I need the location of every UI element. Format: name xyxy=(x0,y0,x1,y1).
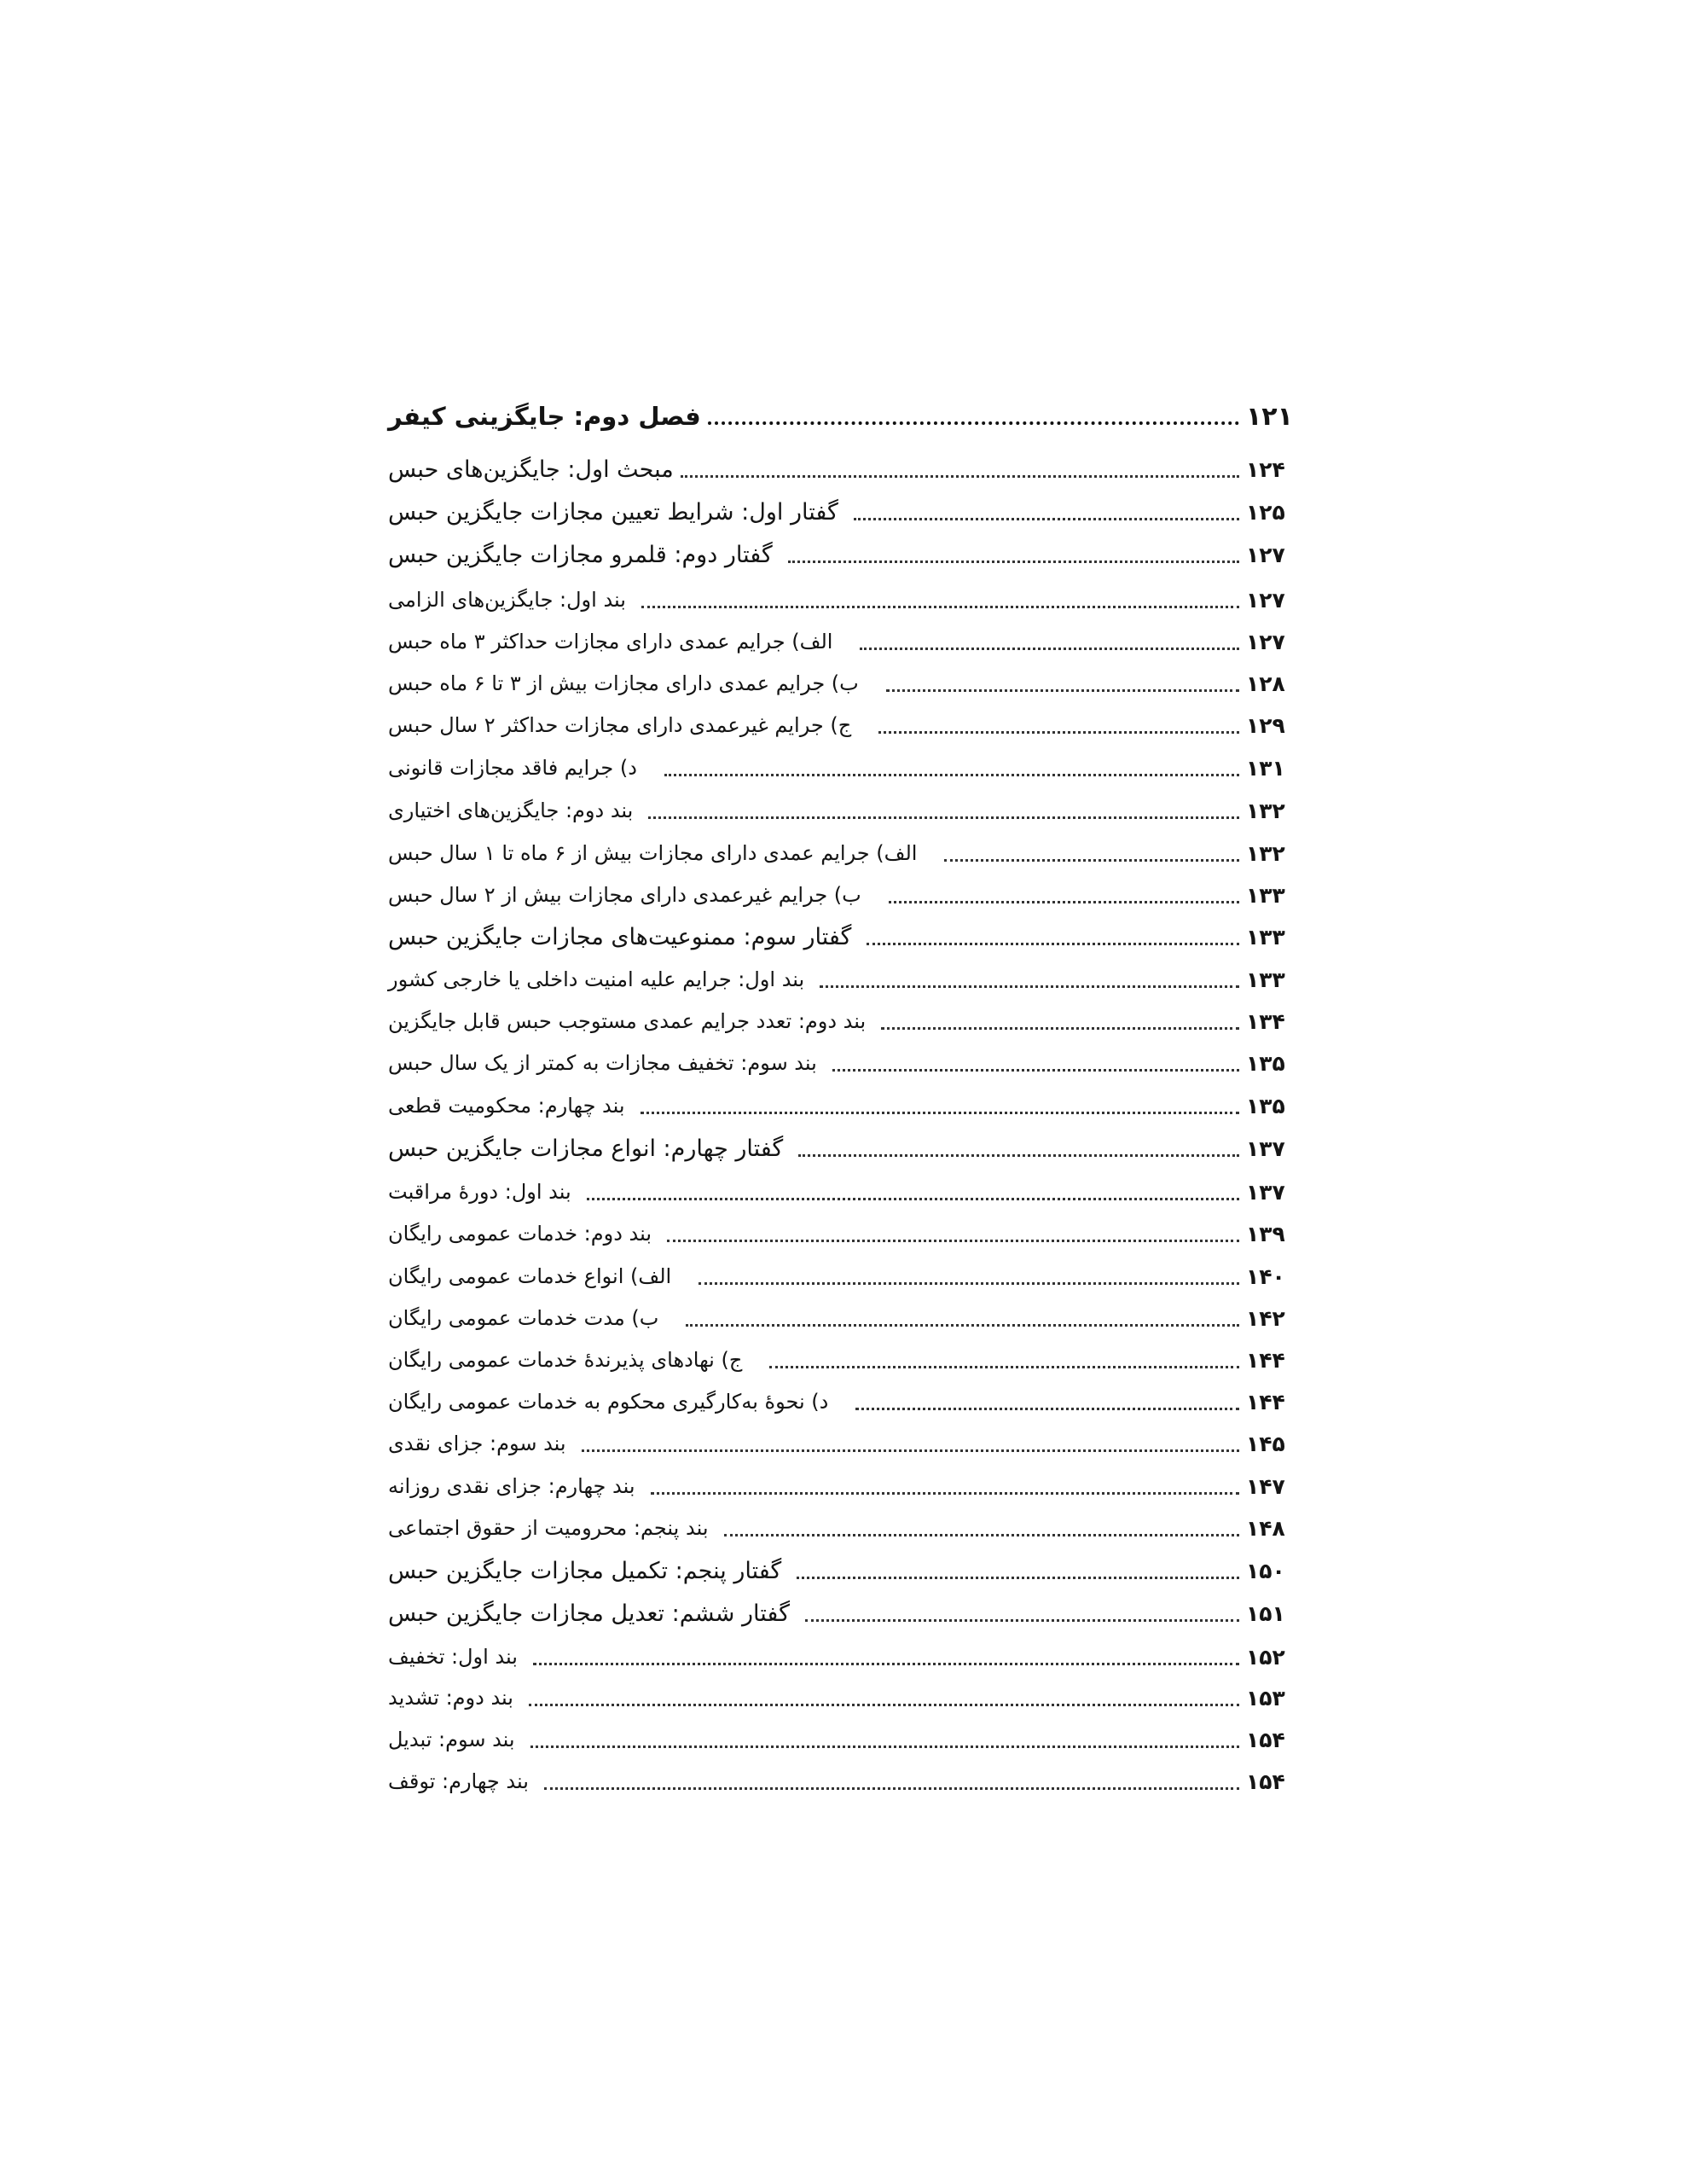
toc-entry-23[interactable] xyxy=(388,1383,1301,1420)
toc-entry-6[interactable] xyxy=(388,665,1301,702)
leader-dots xyxy=(708,421,1239,425)
toc-entry-21[interactable] xyxy=(388,1299,1301,1337)
toc-entry-title: بند دوم: تشدید xyxy=(388,1686,513,1710)
leader-dots xyxy=(867,943,1239,945)
leader-dots xyxy=(530,1745,1239,1748)
toc-entry-2[interactable] xyxy=(388,493,1301,531)
toc-entry-page: ۱۳۷ xyxy=(1246,1179,1285,1205)
leader-dots xyxy=(641,606,1239,608)
toc-entry-title: بند سوم: تبدیل xyxy=(388,1728,515,1751)
leader-dots xyxy=(587,1198,1239,1200)
leader-dots xyxy=(944,859,1239,862)
toc-entry-page: ۱۴۴ xyxy=(1246,1347,1285,1373)
toc-entry-title: گفتار چهارم: انواع مجازات جایگزین حبس xyxy=(388,1135,784,1162)
toc-entry-title: بند پنجم: محرومیت از حقوق اجتماعی xyxy=(388,1516,709,1540)
toc-entry-title: فصل دوم: جایگزینی کیفر xyxy=(388,402,701,431)
leader-dots xyxy=(544,1787,1239,1790)
toc-entry-29[interactable] xyxy=(388,1638,1301,1676)
toc-entry-title: ب) مدت خدمات عمومی رایگان xyxy=(388,1306,659,1330)
toc-entry-page: ۱۳۷ xyxy=(1246,1136,1285,1161)
toc-entry-page: ۱۳۳ xyxy=(1246,882,1285,908)
toc-entry-25[interactable] xyxy=(388,1467,1301,1505)
toc-entry-32[interactable] xyxy=(388,1763,1301,1800)
toc-entry-page: ۱۳۳ xyxy=(1246,967,1285,992)
leader-dots xyxy=(832,1069,1239,1072)
toc-entry-0[interactable] xyxy=(388,398,1301,435)
toc-entry-4[interactable] xyxy=(388,581,1301,619)
leader-dots xyxy=(681,475,1239,478)
leader-dots xyxy=(855,1408,1239,1410)
toc-entry-title: گفتار ششم: تعدیل مجازات جایگزین حبس xyxy=(388,1600,790,1627)
toc-entry-8[interactable] xyxy=(388,749,1301,787)
toc-entry-30[interactable] xyxy=(388,1679,1301,1716)
leader-dots xyxy=(529,1704,1239,1706)
leader-dots xyxy=(889,901,1239,903)
toc-entry-page: ۱۴۲ xyxy=(1246,1305,1285,1331)
toc-entry-title: ج) نهادهای پذیرندهٔ خدمات عمومی رایگان xyxy=(388,1348,743,1372)
toc-entry-title: گفتار پنجم: تکمیل مجازات جایگزین حبس xyxy=(388,1557,782,1584)
toc-entry-title: بند چهارم: جزای نقدی روزانه xyxy=(388,1474,635,1498)
toc-entry-title: بند دوم: خدمات عمومی رایگان xyxy=(388,1222,652,1246)
toc-entry-title: ب) جرایم غیرعمدی دارای مجازات بیش از ۲ سال حبس xyxy=(388,883,861,907)
leader-dots xyxy=(797,1577,1239,1579)
toc-entry-title: بند اول: تخفیف xyxy=(388,1645,518,1669)
toc-entry-page: ۱۴۷ xyxy=(1246,1473,1285,1499)
toc-entry-page: ۱۳۱ xyxy=(1246,755,1285,781)
toc-entry-page: ۱۴۴ xyxy=(1246,1389,1285,1414)
toc-entry-page: ۱۵۳ xyxy=(1246,1685,1285,1711)
toc-entry-page: ۱۵۰ xyxy=(1246,1558,1285,1583)
leader-dots xyxy=(854,518,1239,520)
toc-entry-22[interactable] xyxy=(388,1341,1301,1379)
toc-entry-page: ۱۲۱ xyxy=(1246,401,1293,432)
toc-entry-page: ۱۳۳ xyxy=(1246,924,1285,950)
toc-entry-title: بند اول: جایگزین‌های الزامی xyxy=(388,588,626,612)
leader-dots xyxy=(724,1534,1240,1536)
toc-entry-title: گفتار اول: شرایط تعیین مجازات جایگزین حبس xyxy=(388,498,838,526)
toc-entry-page: ۱۲۴ xyxy=(1246,456,1285,482)
leader-dots xyxy=(648,816,1239,819)
toc-entry-14[interactable] xyxy=(388,1002,1301,1040)
toc-entry-title: بند سوم: تخفیف مجازات به کمتر از یک سال حبس xyxy=(388,1051,817,1075)
toc-entry-17[interactable] xyxy=(388,1130,1301,1167)
leader-dots xyxy=(667,1240,1239,1242)
toc-entry-11[interactable] xyxy=(388,876,1301,914)
toc-entry-title: بند چهارم: توقف xyxy=(388,1769,529,1793)
toc-entry-5[interactable] xyxy=(388,623,1301,660)
toc-entry-title: ج) جرایم غیرعمدی دارای مجازات حداکثر ۲ سال حبس xyxy=(388,713,852,737)
toc-entry-24[interactable] xyxy=(388,1425,1301,1462)
toc-entry-page: ۱۵۴ xyxy=(1246,1727,1285,1752)
leader-dots xyxy=(788,561,1239,563)
toc-entry-title: د) نحوهٔ به‌کارگیری محکوم به خدمات عمومی رایگان xyxy=(388,1390,829,1414)
leader-dots xyxy=(798,1154,1239,1157)
toc-entry-title: ب) جرایم عمدی دارای مجازات بیش از ۳ تا ۶ ماه حبس xyxy=(388,671,859,695)
toc-entry-page: ۱۳۴ xyxy=(1246,1008,1285,1034)
toc-entry-page: ۱۳۵ xyxy=(1246,1050,1285,1076)
toc-entry-title: بند دوم: جایگزین‌های اختیاری xyxy=(388,799,634,822)
leader-dots xyxy=(641,1112,1239,1114)
toc-entry-page: ۱۵۲ xyxy=(1246,1644,1285,1670)
toc-entry-title: الف) جرایم عمدی دارای مجازات حداکثر ۳ ماه حبس xyxy=(388,630,833,653)
toc-entry-7[interactable] xyxy=(388,706,1301,744)
toc-entry-1[interactable] xyxy=(388,450,1301,488)
toc-entry-title: بند سوم: جزای نقدی xyxy=(388,1432,566,1455)
toc-entry-title: بند چهارم: محکومیت قطعی xyxy=(388,1094,625,1118)
toc-entry-title: الف) انواع خدمات عمومی رایگان xyxy=(388,1264,672,1288)
toc-entry-3[interactable] xyxy=(388,536,1301,573)
toc-entry-title: د) جرایم فاقد مجازات قانونی xyxy=(388,756,637,780)
toc-entry-12[interactable] xyxy=(388,918,1301,956)
toc-entry-19[interactable] xyxy=(388,1215,1301,1252)
table-of-contents xyxy=(388,0,1301,2184)
toc-entry-title: گفتار دوم: قلمرو مجازات جایگزین حبس xyxy=(388,541,773,568)
toc-entry-20[interactable] xyxy=(388,1258,1301,1295)
toc-entry-page: ۱۳۲ xyxy=(1246,840,1285,866)
leader-dots xyxy=(699,1282,1239,1285)
leader-dots xyxy=(878,731,1239,734)
toc-entry-16[interactable] xyxy=(388,1087,1301,1124)
toc-entry-page: ۱۴۸ xyxy=(1246,1515,1285,1541)
leader-dots xyxy=(582,1449,1239,1452)
leader-dots xyxy=(820,985,1239,988)
leader-dots xyxy=(881,1027,1239,1030)
toc-entry-page: ۱۲۷ xyxy=(1246,542,1285,567)
toc-entry-page: ۱۲۷ xyxy=(1246,587,1285,613)
toc-entry-page: ۱۵۴ xyxy=(1246,1769,1285,1794)
leader-dots xyxy=(664,774,1239,776)
toc-entry-page: ۱۲۵ xyxy=(1246,499,1285,525)
toc-entry-page: ۱۵۱ xyxy=(1246,1600,1285,1626)
toc-entry-15[interactable] xyxy=(388,1044,1301,1082)
toc-entry-31[interactable] xyxy=(388,1721,1301,1758)
toc-entry-title: بند اول: دورهٔ مراقبت xyxy=(388,1180,571,1204)
leader-dots xyxy=(860,648,1239,650)
leader-dots xyxy=(886,689,1239,692)
toc-entry-18[interactable] xyxy=(388,1173,1301,1211)
toc-entry-27[interactable] xyxy=(388,1552,1301,1589)
toc-entry-page: ۱۴۰ xyxy=(1246,1263,1285,1289)
toc-entry-9[interactable] xyxy=(388,792,1301,829)
leader-dots xyxy=(651,1492,1240,1495)
toc-entry-page: ۱۲۸ xyxy=(1246,671,1285,696)
toc-entry-10[interactable] xyxy=(388,834,1301,872)
toc-entry-page: ۱۲۷ xyxy=(1246,629,1285,654)
toc-entry-page: ۱۴۵ xyxy=(1246,1431,1285,1456)
toc-entry-page: ۱۳۲ xyxy=(1246,798,1285,823)
toc-entry-26[interactable] xyxy=(388,1509,1301,1547)
toc-entry-title: الف) جرایم عمدی دارای مجازات بیش از ۶ ماه تا ۱ سال حبس xyxy=(388,841,918,865)
toc-entry-title: بند دوم: تعدد جرایم عمدی مستوجب حبس قابل جایگزین xyxy=(388,1009,867,1033)
toc-entry-page: ۱۳۵ xyxy=(1246,1093,1285,1118)
toc-entry-title: مبحث اول: جایگزین‌های حبس xyxy=(388,456,674,483)
toc-entry-page: ۱۳۹ xyxy=(1246,1221,1285,1246)
leader-dots xyxy=(686,1324,1239,1327)
toc-entry-title: بند اول: جرایم علیه امنیت داخلی یا خارجی کشور xyxy=(388,967,805,991)
leader-dots xyxy=(769,1366,1239,1368)
toc-entry-28[interactable] xyxy=(388,1594,1301,1632)
leader-dots xyxy=(805,1619,1239,1622)
toc-entry-page: ۱۲۹ xyxy=(1246,712,1285,738)
toc-entry-13[interactable] xyxy=(388,961,1301,998)
toc-entry-title: گفتار سوم: ممنوعیت‌های مجازات جایگزین حبس xyxy=(388,923,852,950)
leader-dots xyxy=(533,1663,1239,1665)
